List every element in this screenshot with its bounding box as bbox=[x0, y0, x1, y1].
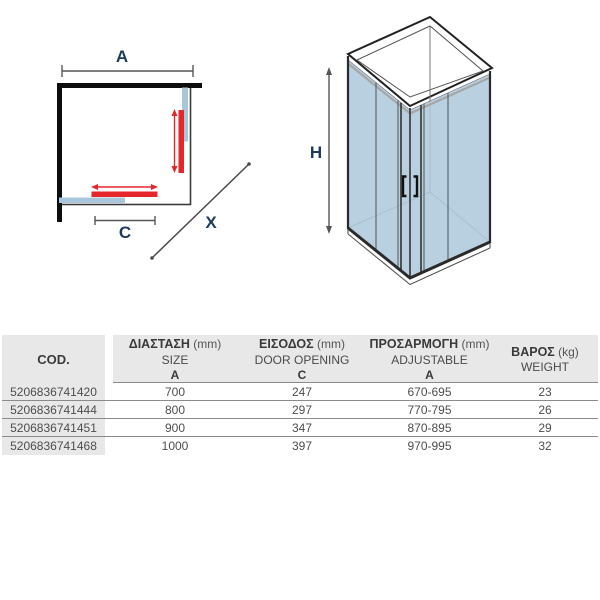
door-opening-column-header bbox=[237, 335, 367, 383]
door-opening-header-sub: DOOR OPENING bbox=[254, 352, 350, 367]
adjustable-header-title: ΠΡΟΣΑΡΜΟΓΗ bbox=[369, 337, 459, 352]
spec-table bbox=[2, 335, 598, 455]
plan-door-horizontal bbox=[92, 192, 158, 198]
weight-header-sub: WEIGHT bbox=[520, 360, 569, 375]
dim-line-a bbox=[62, 65, 193, 77]
weight-cell: 23 bbox=[492, 383, 598, 401]
adjustable-header-sub: ADJUSTABLE bbox=[391, 352, 468, 367]
adjustable-cell: 870-895 bbox=[367, 419, 492, 437]
row-gap bbox=[105, 419, 113, 437]
door-opening-cell: 297 bbox=[237, 401, 367, 419]
size-cell: 800 bbox=[113, 401, 237, 419]
size-header-letter: A bbox=[170, 367, 180, 382]
door-opening-cell: 247 bbox=[237, 383, 367, 401]
cod-cell: 5206836741468 bbox=[2, 437, 105, 455]
plan-door-horizontal-travel-arrow bbox=[91, 184, 158, 190]
plan-diagram bbox=[57, 47, 251, 260]
size-header-title: ΔΙΑΣΤΑΣΗ bbox=[128, 337, 190, 352]
adjustable-column-header bbox=[367, 335, 492, 383]
row-gap bbox=[105, 437, 113, 455]
adjustable-cell: 770-795 bbox=[367, 401, 492, 419]
cod-cell: 5206836741420 bbox=[2, 383, 105, 401]
size-column-header bbox=[113, 335, 237, 383]
plan-wall-top bbox=[57, 83, 202, 88]
weight-cell: 26 bbox=[492, 401, 598, 419]
adjustable-header-unit: (mm) bbox=[461, 337, 490, 352]
plan-door-vertical bbox=[179, 110, 185, 173]
weight-cell: 32 bbox=[492, 437, 598, 455]
weight-cell: 29 bbox=[492, 419, 598, 437]
adjustable-header-letter: A bbox=[425, 367, 434, 382]
dim-line-x bbox=[150, 162, 251, 260]
cod-cell: 5206836741451 bbox=[2, 419, 105, 437]
dim-line-h bbox=[326, 67, 332, 234]
adjustable-cell: 970-995 bbox=[367, 437, 492, 455]
row-gap bbox=[105, 383, 113, 401]
size-cell: 1000 bbox=[113, 437, 237, 455]
weight-header-unit: (kg) bbox=[558, 344, 579, 359]
adjustable-cell: 670-695 bbox=[367, 383, 492, 401]
iso-diagram bbox=[310, 17, 492, 285]
size-header-sub: SIZE bbox=[161, 352, 189, 367]
iso-height-label: H bbox=[309, 143, 323, 162]
plan-width-label: A bbox=[115, 47, 129, 66]
cod-column-header: COD. bbox=[2, 335, 105, 383]
plan-glass-fixed-horizontal bbox=[59, 198, 125, 204]
size-header-unit: (mm) bbox=[193, 337, 222, 352]
plan-opening-label: C bbox=[118, 223, 132, 242]
door-opening-header-title: ΕΙΣΟΔΟΣ bbox=[259, 337, 314, 352]
door-opening-cell: 397 bbox=[237, 437, 367, 455]
size-cell: 900 bbox=[113, 419, 237, 437]
plan-diagonal-label: X bbox=[205, 213, 217, 232]
door-opening-header-letter: C bbox=[297, 367, 307, 382]
weight-header-title: ΒΑΡΟΣ bbox=[511, 344, 555, 359]
cod-cell: 5206836741444 bbox=[2, 401, 105, 419]
size-cell: 700 bbox=[113, 383, 237, 401]
door-opening-cell: 347 bbox=[237, 419, 367, 437]
header-gap bbox=[105, 335, 113, 383]
row-gap bbox=[105, 401, 113, 419]
weight-column-header bbox=[492, 335, 598, 383]
door-opening-header-unit: (mm) bbox=[316, 337, 345, 352]
plan-door-vertical-travel-arrow bbox=[172, 109, 178, 173]
